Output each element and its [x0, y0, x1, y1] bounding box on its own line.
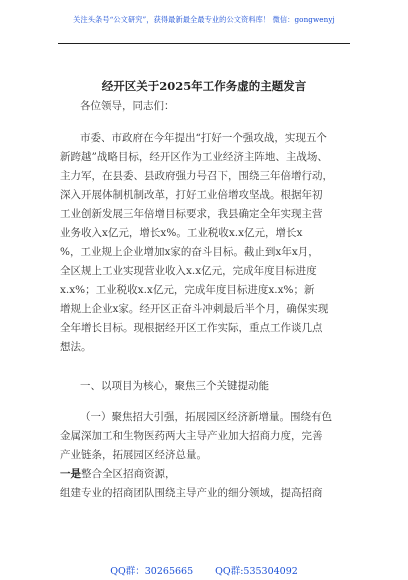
paragraph-line: 业务收入x亿元，增长x%。工业税收x.x亿元，增长x [60, 227, 303, 239]
paragraph-line: 市委、市政府在今年提出“打好一个强攻战，实现五个 [80, 132, 327, 144]
paragraph-line: 全区规上工业实现营业收入x.x亿元，完成年度目标进度 [60, 265, 317, 277]
paragraph-line: 想法。 [60, 341, 92, 353]
qq-group-1: QQ群：30265665 [110, 566, 194, 577]
salutation: 各位领导，同志们： [80, 100, 175, 112]
subsection-line [60, 468, 350, 481]
paragraph-line: 新跨越”战略目标，经开区作为工业经济主阵地、主战场、 [60, 151, 328, 163]
subsection-line: （一）聚焦招大引强，拓展园区经济新增量。围绕有色 [80, 411, 332, 423]
qq-footer [0, 563, 408, 577]
paragraph-line: x.x%；工业税收x.x亿元，完成年度目标进度x.x%；新 [60, 284, 315, 296]
subsection-line: 产业链条，拓展园区经济总量。 [60, 449, 207, 461]
paragraph-line: 深入开展体制机制改革，打好工业倍增攻坚战。根据年初 [60, 189, 323, 201]
subsection-line-rest: 整合全区招商资源， [81, 468, 176, 480]
paragraph-line: 工业创新发展三年倍增目标要求，我县确定全年实现主营 [60, 208, 323, 220]
subsection-line: 组建专业的招商团队围绕主导产业的细分领域，提高招商 [60, 487, 323, 499]
paragraph-line: 主力军，在县委、县政府强力号召下，围绕三年倍增行动， [60, 170, 333, 182]
section-1-heading: 一、以项目为核心，聚焦三个关键提动能 [80, 380, 269, 392]
wechat-banner: 关注头条号“公文研究”，获得最新最全最专业的公文资料库！ 微信：gongwenyj [73, 15, 335, 24]
paragraph-line: %，工业规上企业增加x家的奋斗目标。截止到x年x月， [60, 246, 319, 258]
emphasis-first: 一是 [60, 468, 81, 480]
document-title: 经开区关于2025年工作务虚的主题发言 [101, 79, 307, 93]
qq-group-2: QQ群:535304092 [215, 566, 298, 577]
paragraph-line: 增规上企业x家。经开区正奋斗冲刺最后半个月，确保实现 [60, 303, 329, 315]
subsection-line: 金属深加工和生物医药两大主导产业加大招商力度，完善 [60, 430, 323, 442]
paragraph-line: 全年增长目标。现根据经开区工作实际，重点工作谈几点 [60, 322, 323, 334]
header-divider [58, 43, 350, 44]
